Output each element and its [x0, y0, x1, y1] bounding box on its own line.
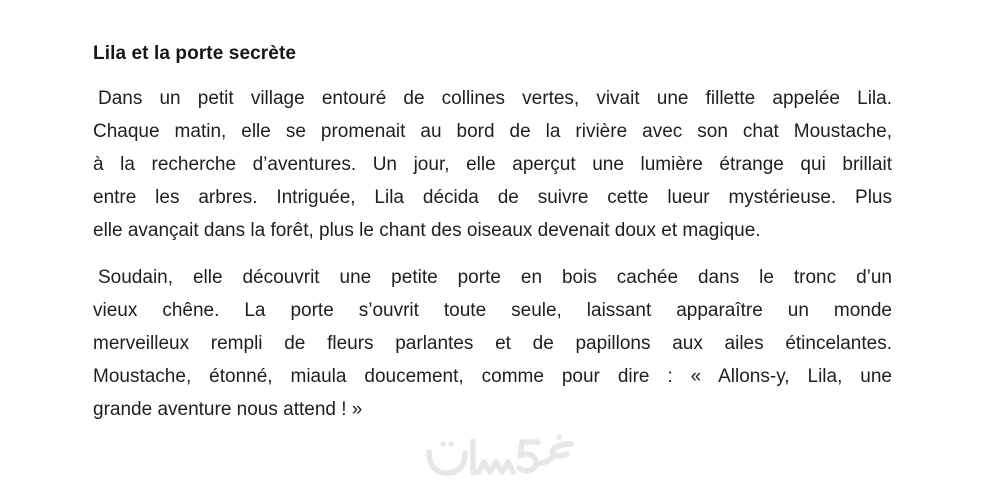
arabic-seen-glyph — [474, 462, 513, 472]
text-line: à la recherche d’aventures. Un jour, elle aperçut une lumière étrange qui brillait — [93, 154, 892, 175]
digit-five-glyph — [519, 442, 538, 471]
story-paragraph-2 — [93, 261, 892, 426]
text-line: Dans un petit village entouré de collines vertes, vivait une fillette appelée Lila. — [98, 88, 892, 109]
text-line: grande aventure nous attend ! » — [93, 399, 363, 420]
arabic-teh-glyph — [429, 452, 465, 473]
document-body — [93, 42, 892, 426]
text-line: merveilleux rempli de fleurs parlantes et de papillons aux ailes étincelantes. — [93, 333, 892, 354]
story-paragraph-1 — [93, 82, 892, 247]
text-line: elle avançait dans la forêt, plus le chant des oiseaux devenait doux et magique. — [93, 220, 761, 241]
text-line: Chaque matin, elle se promenait au bord de la rivière avec son chat Moustache, — [93, 121, 892, 142]
arabic-khah-tail — [537, 455, 555, 464]
khah-dot — [556, 434, 561, 439]
text-line: entre les arbres. Intriguée, Lila décida de suivre cette lueur mystérieuse. Plus — [93, 187, 892, 208]
teh-dot — [440, 441, 445, 446]
text-line: Moustache, étonné, miaula doucement, comme pour dire : « Allons-y, Lila, une — [93, 366, 892, 387]
story-title: Lila et la porte secrète — [93, 43, 297, 64]
text-line: Soudain, elle découvrit une petite porte en bois cachée dans le tronc d’un — [98, 267, 892, 288]
text-line: vieux chêne. La porte s’ouvrit toute seule, laissant apparaître un monde — [93, 300, 892, 321]
teh-dot — [448, 441, 453, 446]
khamsat-logo-watermark — [425, 432, 575, 480]
